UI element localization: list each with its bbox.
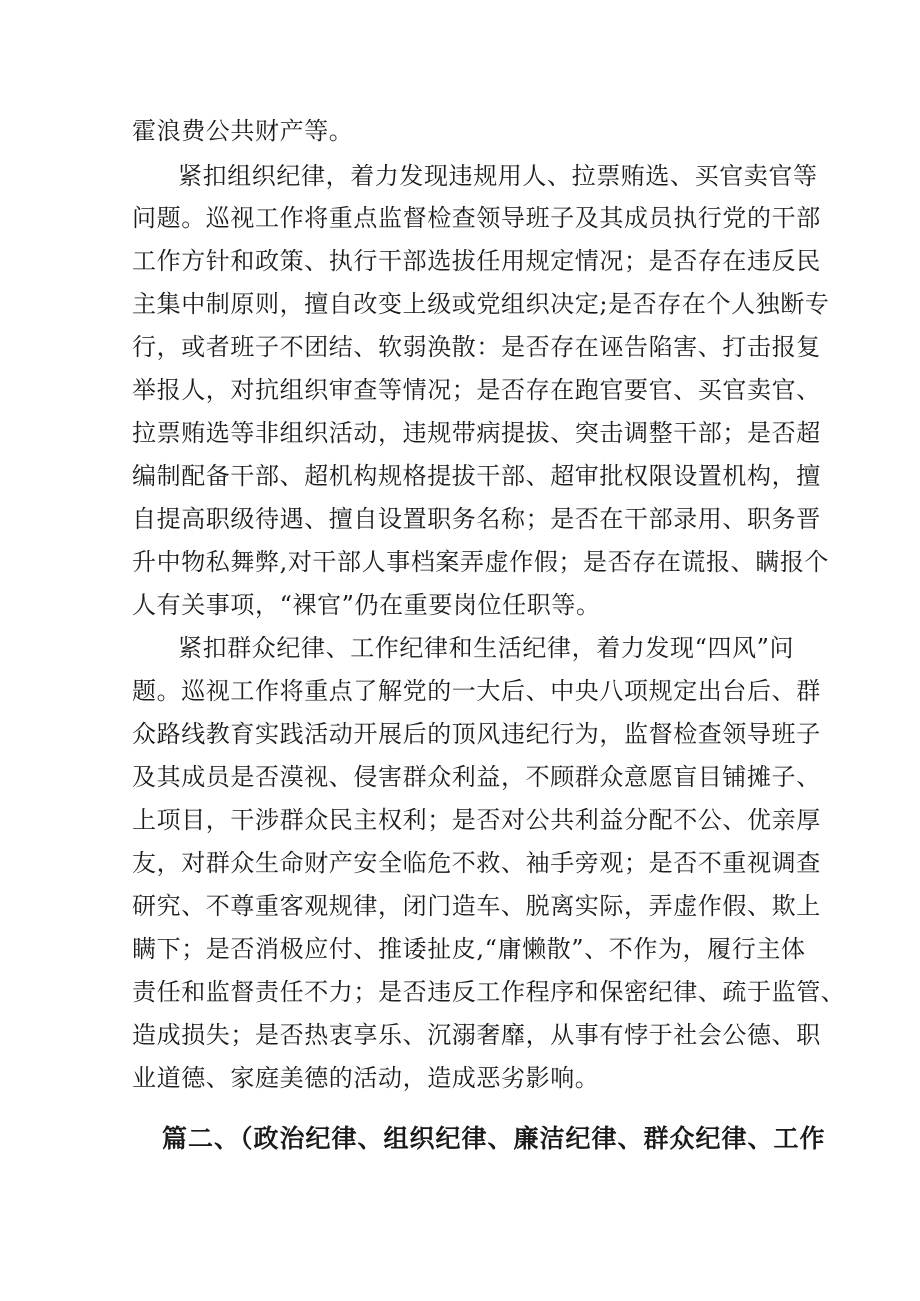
paragraph-first-line: 紧扣组织纪律，着力发现违规用人、拉票贿选、买官卖官等 — [178, 162, 818, 190]
text-line: 上项目，干涉群众民主权利；是否对公共利益分配不公、优亲厚 — [132, 806, 821, 834]
text-line: 编制配备干部、超机构规格提拔干部、超审批权限设置机构，擅 — [132, 462, 821, 490]
text-line: 拉票贿选等非组织活动，违规带病提拔、突击调整干部；是否超 — [132, 419, 821, 447]
text-line: 责任和监督责任不力；是否违反工作程序和保密纪律、疏于监管、 — [132, 978, 846, 1006]
text-line: 升中物私舞弊,对干部人事档案弄虚作假；是否存在谎报、瞒报个 — [132, 548, 830, 576]
text-line: 人有关事项，“裸官”仍在重要岗位任职等。 — [132, 591, 601, 619]
text-line: 众路线教育实践活动开展后的顶风违纪行为，监督检查领导班子 — [132, 720, 821, 748]
text-line: 举报人，对抗组织审查等情况；是否存在跑官要官、买官卖官、 — [132, 376, 821, 404]
text-line: 友，对群众生命财产安全临危不救、袖手旁观；是否不重视调查 — [132, 849, 821, 877]
text-line: 及其成员是否漠视、侵害群众利益，不顾群众意愿盲目铺摊子、 — [132, 763, 821, 791]
text-line: 造成损失；是否热衷享乐、沉溺奢靡，从事有悖于社会公德、职 — [132, 1021, 821, 1049]
section-heading: 篇二、（政治纪律、组织纪律、廉洁纪律、群众纪律、工作 — [162, 1124, 826, 1153]
paragraph-first-line: 紧扣群众纪律、工作纪律和生活纪律，着力发现“四风”问 — [178, 634, 795, 662]
text-line: 行，或者班子不团结、软弱涣散：是否存在诬告陷害、打击报复 — [132, 333, 821, 361]
text-line: 业道德、家庭美德的活动，造成恶劣影响。 — [132, 1064, 600, 1092]
text-line: 研究、不尊重客观规律，闭门造车、脱离实际，弄虚作假、欺上 — [132, 892, 821, 920]
text-line: 瞒下；是否消极应付、推诿扯皮,“庸懒散”、不作为，履行主体 — [132, 935, 806, 963]
text-line: 霍浪费公共财产等。 — [132, 117, 354, 145]
text-line: 问题。巡视工作将重点监督检查领导班子及其成员执行党的干部 — [132, 204, 821, 232]
text-line: 工作方针和政策、执行干部选拔任用规定情况；是否存在违反民 — [132, 247, 821, 275]
text-line: 自提高职级待遇、擅自设置职务名称；是否在干部录用、职务晋 — [132, 505, 821, 533]
text-line: 主集中制原则，擅自改变上级或党组织决定;是否存在个人独断专 — [132, 290, 830, 318]
text-line: 题。巡视工作将重点了解党的一大后、中央八项规定出台后、群 — [132, 677, 821, 705]
